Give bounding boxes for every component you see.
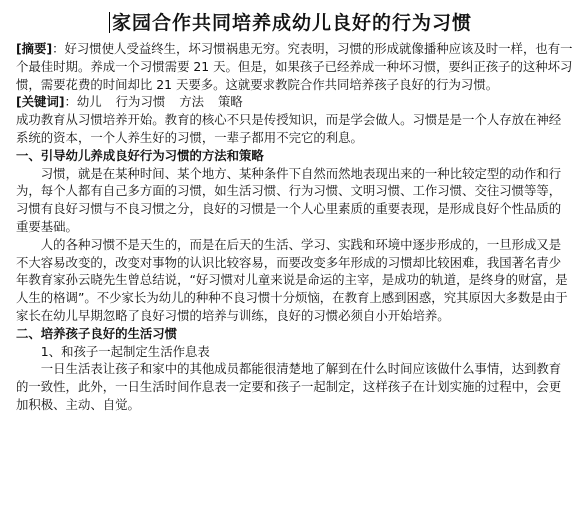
document-body [16, 40, 573, 414]
text-cursor [109, 12, 110, 33]
body-paragraph: 一日生活表让孩子和家中的其他成员都能很清楚地了解到在什么时间应该做什么事情，达到教育的一致性，此外，一日生活时间作息表一定要和孩子一起制定，这样孩子在计划实施的过程中，会更加积极、主动、自觉。 [16, 361, 562, 412]
keyword: 方法 [179, 94, 205, 110]
keyword: 行为习惯 [115, 94, 166, 110]
intro-paragraph: 成功教育从习惯培养开始。教育的核心不只是传授知识，而是学会做人。习惯是是一个人存放在神经系统的资本，一个人养生好的习惯，一辈子都用不完它的利息。 [16, 112, 562, 145]
abstract-label: [摘要] [16, 41, 53, 56]
abstract [16, 40, 573, 93]
keyword: 幼儿 [76, 94, 102, 110]
keyword: 策略 [218, 94, 243, 110]
keywords [16, 93, 573, 111]
numbered-item: 1、和孩子一起制定生活作息表 [40, 343, 210, 359]
keywords-separator: ： [64, 94, 77, 110]
keywords-label: [关键词] [16, 94, 65, 110]
body-paragraph: 习惯，就是在某种时间、某个地方、某种条件下自然而然地表现出来的一种比较定型的动作和行为，每个人都有自己多方面的习惯，如生活习惯、行为习惯、文明习惯、工作习惯、交往习惯等等，习惯有良好习惯与不良习惯之分，良好的习惯是一个人心里素质的重要表现，是形成良好个性品质的重要基础。 [16, 165, 562, 234]
body-paragraph: 人的各种习惯不是天生的，而是在后天的生活、学习、实践和环境中逐步形成的，一旦形成又是不大容易改变的，改变对事物的认识比较容易，而要改变多年形成的习惯却比较困难，我国著名青少年教育家孙云晓先生曾总结说，“好习惯对儿童来说是命运的主宰，是成功的轨道，是终身的财富，是人生的格调”。不少家长为幼儿的种种不良习惯十分烦恼，在教育上感到困惑，究其原因大多数是由于家长在幼儿早期忽略了良好习惯的培养与训练，良好的习惯必须自小开始培养。 [16, 236, 568, 323]
abstract-text: ：好习惯使人受益终生，坏习惯祸患无穷。究表明，习惯的形成就像播种应该及时一样，也有一个最佳时期。养成一个习惯需要 21 天。但是，如果孩子已经养成一种坏习惯，要纠正孩子的这种坏习惯，需要花费的时间却比 21 天要多。这就要求教院合作共同培养孩子良好的行为习惯。 [16, 41, 573, 92]
section-heading: 二、培养孩子良好的生活习惯 [16, 325, 178, 341]
section-heading: 一、引导幼儿养成良好行为习惯的方法和策略 [16, 147, 264, 163]
document-title-line [0, 8, 581, 35]
document-title: 家园合作共同培养成幼儿良好的行为习惯 [111, 12, 472, 34]
